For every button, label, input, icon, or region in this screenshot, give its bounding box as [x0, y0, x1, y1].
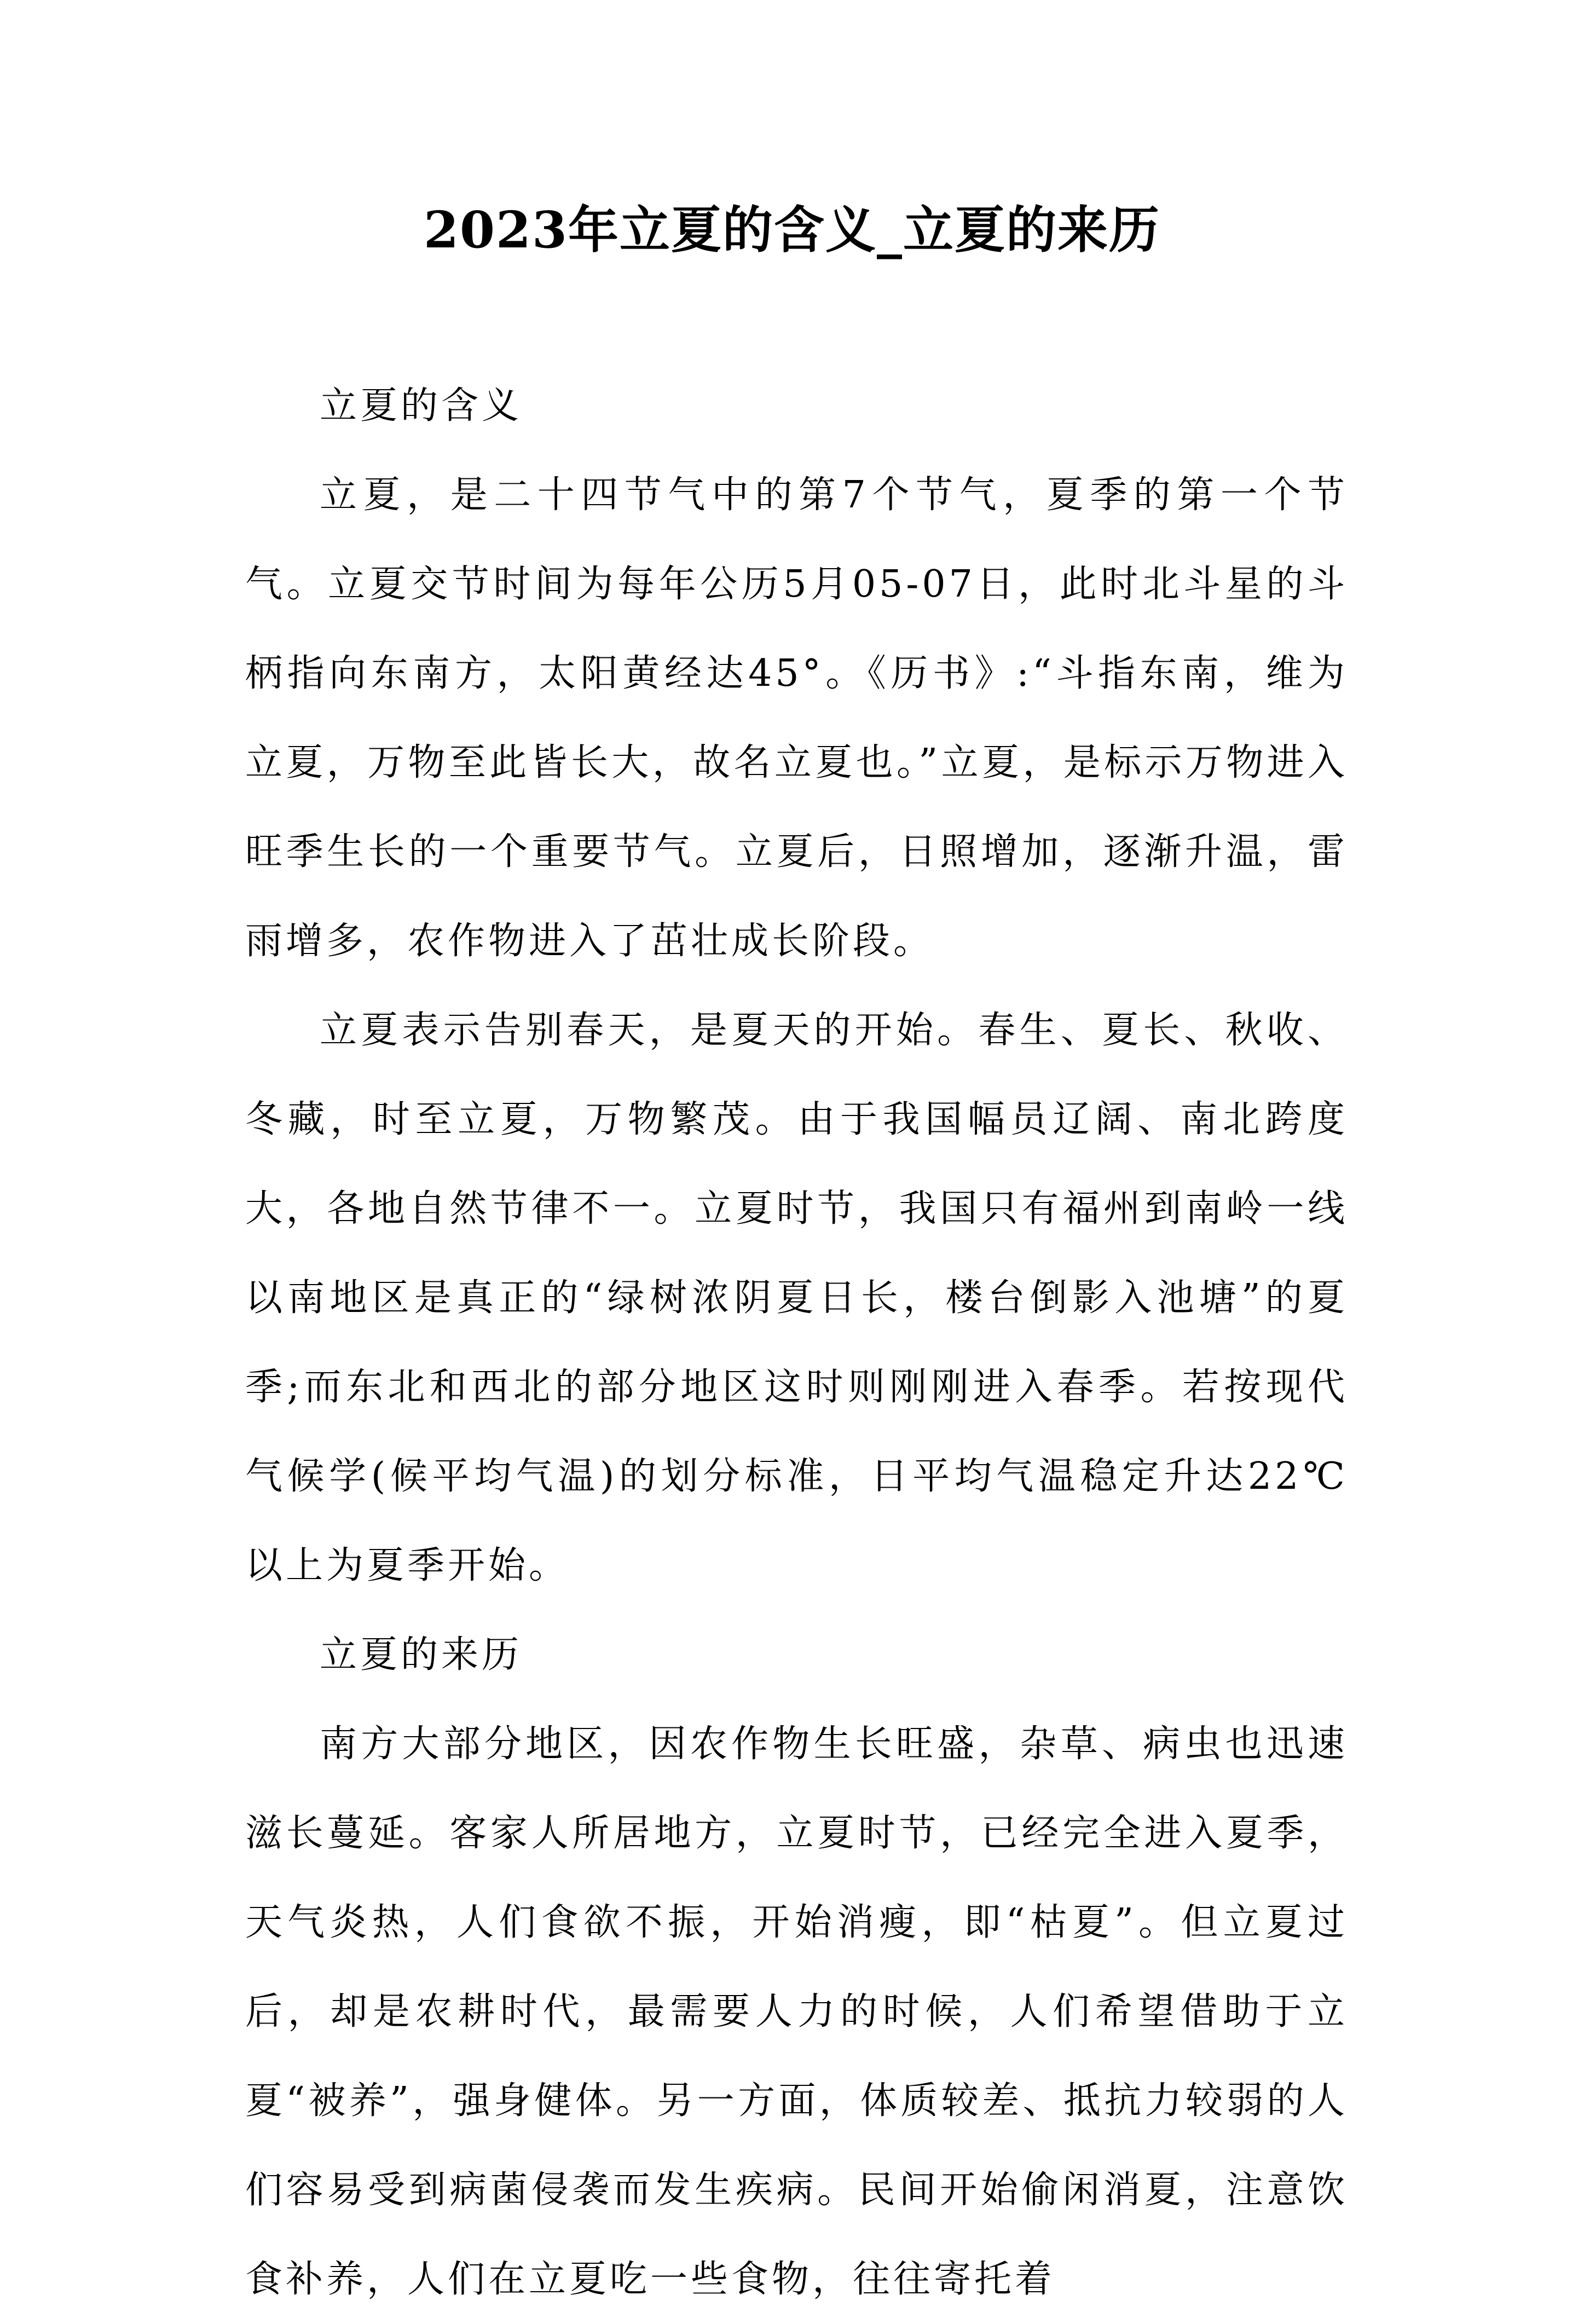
paragraph: 立夏，是二十四节气中的第7个节气，夏季的第一个节气。立夏交节时间为每年公历5月05-07日，此时北斗星的斗柄指向东南方，太阳黄经达45°。《历书》:“斗指东南，维为立夏，万物至此皆长大，故名立夏也。”立夏，是标示万物进入旺季生长的一个重要节气。立夏后，日照增加，逐渐升温，雷雨增多，农作物进入了茁壮成长阶段。	[245, 473, 1348, 963]
section-heading-origin: 立夏的来历	[320, 1633, 523, 1676]
document-body	[245, 361, 1348, 2324]
paragraph: 立夏表示告别春天，是夏天的开始。春生、夏长、秋收、冬藏，时至立夏，万物繁茂。由于我国幅员辽阔、南北跨度大，各地自然节律不一。立夏时节，我国只有福州到南岭一线以南地区是真正的“绿树浓阴夏日长，楼台倒影入池塘”的夏季;而东北和西北的部分地区这时则刚刚进入春季。若按现代气候学(候平均气温)的划分标准，日平均气温稳定升达22℃以上为夏季开始。	[245, 1009, 1348, 1587]
document-title: 2023年立夏的含义_立夏的来历	[423, 200, 1161, 259]
paragraph: 南方大部分地区，因农作物生长旺盛，杂草、病虫也迅速滋长蔓延。客家人所居地方，立夏时节，已经完全进入夏季，天气炎热，人们食欲不振，开始消瘦，即“枯夏”。但立夏过后，却是农耕时代，最需要人力的时候，人们希望借助于立夏“被养”，强身健体。另一方面，体质较差、抵抗力较弱的人们容易受到病菌侵袭而发生疾病。民间开始偷闲消夏，注意饮食补养，人们在立夏吃一些食物，往往寄托着	[245, 1722, 1348, 2301]
section-heading-meaning: 立夏的含义	[320, 384, 523, 427]
